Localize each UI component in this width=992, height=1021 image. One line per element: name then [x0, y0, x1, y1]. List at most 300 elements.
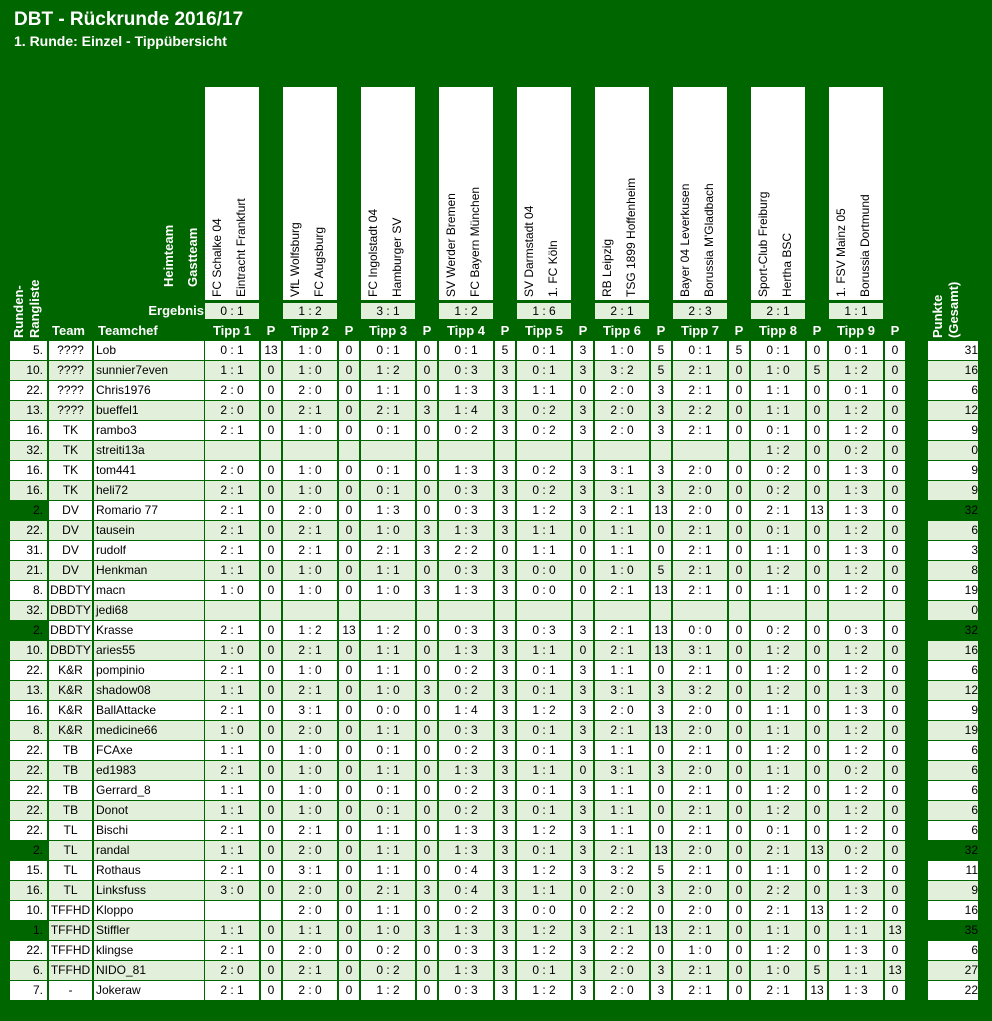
tip-cell: 2 : 0 — [595, 981, 649, 1000]
home-team-name: VfL Wolfsburg — [288, 222, 302, 297]
tip-cell — [205, 441, 259, 460]
tip-cell: 1 : 1 — [517, 881, 571, 900]
tip-cell: 2 : 0 — [595, 961, 649, 980]
rank-cell: 5. — [10, 341, 47, 360]
table-row — [10, 801, 988, 821]
tip-cell — [517, 601, 571, 620]
tip-cell: 0 : 3 — [829, 621, 883, 640]
tip-cell: 2 : 0 — [673, 721, 727, 740]
tip-cell: 0 : 1 — [751, 821, 805, 840]
match-result-1: 0 : 1 — [205, 303, 259, 319]
tip-cell: 2 : 1 — [673, 381, 727, 400]
tip-cell: 0 : 1 — [205, 341, 259, 360]
tip-points-cell: 0 — [729, 521, 749, 540]
tip-points-cell: 0 — [417, 481, 437, 500]
tip-points-cell: 13 — [807, 981, 827, 1000]
tip-cell: 2 : 1 — [205, 541, 259, 560]
tip-points-cell: 0 — [417, 941, 437, 960]
table-row — [10, 921, 988, 941]
tip-points-cell: 0 — [729, 841, 749, 860]
tip-points-cell: 0 — [729, 741, 749, 760]
tip-points-cell: 5 — [807, 361, 827, 380]
rank-cell: 15. — [10, 861, 47, 880]
page-title: DBT - Rückrunde 2016/17 — [14, 9, 244, 30]
teamchef-cell: tom441 — [94, 461, 204, 480]
tip-cell: 1 : 0 — [283, 781, 337, 800]
tip-points-cell: 0 — [261, 481, 281, 500]
table-row — [10, 941, 988, 961]
teamchef-cell: NIDO_81 — [94, 961, 204, 980]
tip-cell: 2 : 0 — [595, 421, 649, 440]
tip-points-cell: 3 — [573, 841, 593, 860]
tip-cell: 2 : 1 — [751, 901, 805, 920]
tip-points-cell: 0 — [339, 501, 359, 520]
tip-points-cell: 5 — [651, 561, 671, 580]
tip-points-cell: 3 — [651, 761, 671, 780]
tip-points-cell: 3 — [495, 721, 515, 740]
team-cell: TB — [49, 801, 92, 820]
tip-points-cell: 0 — [885, 841, 905, 860]
tip-points-cell: 0 — [729, 561, 749, 580]
tip-points-cell: 0 — [339, 421, 359, 440]
tip-points-cell: 3 — [495, 641, 515, 660]
tip-cell: 1 : 2 — [829, 661, 883, 680]
tip-cell: 2 : 1 — [361, 881, 415, 900]
tip-points-cell: 0 — [807, 541, 827, 560]
home-team-name: Sport-Club Freiburg — [756, 191, 770, 297]
tip-points-cell: 0 — [807, 461, 827, 480]
tip-cell: 1 : 1 — [595, 821, 649, 840]
tip-points-cell: 3 — [573, 501, 593, 520]
teamchef-cell: shadow08 — [94, 681, 204, 700]
tip-points-cell: 3 — [495, 781, 515, 800]
tip-points-cell: 3 — [417, 681, 437, 700]
tip-cell: 0 : 1 — [517, 721, 571, 740]
match-teams — [829, 87, 883, 300]
tip-points-cell: 3 — [495, 461, 515, 480]
tip-points-cell: 13 — [807, 841, 827, 860]
tip-cell: 2 : 1 — [673, 661, 727, 680]
teamchef-cell: aries55 — [94, 641, 204, 660]
tip-cell: 0 : 2 — [439, 801, 493, 820]
tip-cell: 1 : 2 — [829, 861, 883, 880]
tip-points-cell: 0 — [885, 421, 905, 440]
rank-cell: 16. — [10, 481, 47, 500]
tipp-column-header: Tipp 4 — [446, 323, 486, 338]
tip-points-cell: 3 — [651, 401, 671, 420]
tip-cell: 1 : 2 — [283, 621, 337, 640]
tip-cell: 2 : 0 — [673, 461, 727, 480]
match-header-9 — [829, 87, 883, 300]
tip-points-cell: 0 — [885, 901, 905, 920]
total-points-cell: 31 — [928, 341, 978, 360]
total-points-cell: 19 — [928, 581, 978, 600]
tip-cell: 1 : 1 — [205, 801, 259, 820]
tip-points-cell: 0 — [729, 761, 749, 780]
away-team-name: 1. FC Köln — [546, 240, 560, 297]
tip-cell: 0 : 3 — [439, 941, 493, 960]
tip-points-cell — [573, 601, 593, 620]
tip-points-cell — [729, 441, 749, 460]
tip-points-cell: 3 — [495, 981, 515, 1000]
tip-points-cell: 3 — [573, 401, 593, 420]
tip-points-cell: 0 — [651, 661, 671, 680]
tip-cell: 1 : 3 — [439, 381, 493, 400]
tip-points-cell: 0 — [261, 821, 281, 840]
rank-cell: 21. — [10, 561, 47, 580]
page-header — [14, 8, 914, 58]
tip-points-cell: 0 — [495, 541, 515, 560]
tip-cell: 1 : 1 — [361, 761, 415, 780]
tip-cell: 1 : 2 — [361, 621, 415, 640]
tip-points-cell: 0 — [261, 581, 281, 600]
tip-cell: 1 : 0 — [283, 661, 337, 680]
tip-cell: 0 : 3 — [439, 501, 493, 520]
home-team-name: FC Ingolstadt 04 — [366, 208, 380, 297]
team-cell: K&R — [49, 701, 92, 720]
tip-cell: 1 : 3 — [439, 961, 493, 980]
tip-cell: 0 : 2 — [439, 681, 493, 700]
tip-points-cell: 13 — [885, 961, 905, 980]
tip-cell: 1 : 2 — [829, 781, 883, 800]
home-team-name: SV Darmstadt 04 — [522, 205, 536, 297]
team-cell: TFFHD — [49, 941, 92, 960]
total-points-cell: 6 — [928, 761, 978, 780]
home-team-name: SV Werder Bremen — [444, 193, 458, 297]
tip-points-cell: 0 — [729, 801, 749, 820]
tip-points-cell — [495, 441, 515, 460]
tip-points-cell: 0 — [729, 881, 749, 900]
match-teams — [439, 87, 493, 300]
tip-points-cell: 0 — [417, 981, 437, 1000]
tip-cell: 2 : 1 — [361, 541, 415, 560]
tip-cell: 2 : 1 — [205, 421, 259, 440]
away-team-name: Hertha BSC — [780, 232, 794, 297]
table-row — [10, 561, 988, 581]
points-column-header: P — [734, 323, 744, 338]
tip-cell: 2 : 1 — [205, 701, 259, 720]
tip-cell: 0 : 1 — [439, 341, 493, 360]
tip-cell: 1 : 2 — [517, 501, 571, 520]
tip-cell — [205, 601, 259, 620]
tip-points-cell: 0 — [261, 461, 281, 480]
tip-cell: 1 : 3 — [829, 501, 883, 520]
team-cell: DV — [49, 521, 92, 540]
tip-cell: 1 : 1 — [361, 901, 415, 920]
tip-cell — [595, 441, 649, 460]
tip-cell: 0 : 3 — [439, 721, 493, 740]
tip-cell — [673, 601, 727, 620]
teamchef-cell: Krasse — [94, 621, 204, 640]
rank-cell: 16. — [10, 881, 47, 900]
tip-cell: 0 : 1 — [517, 681, 571, 700]
tip-points-cell: 0 — [729, 641, 749, 660]
tip-cell: 0 : 2 — [361, 961, 415, 980]
match-header-5 — [517, 87, 571, 300]
total-points-cell: 8 — [928, 561, 978, 580]
table-row — [10, 761, 988, 781]
tip-cell: 0 : 2 — [439, 421, 493, 440]
tip-points-cell: 3 — [651, 461, 671, 480]
tip-points-cell: 0 — [807, 821, 827, 840]
match-header-1 — [205, 87, 259, 300]
tip-points-cell: 3 — [495, 881, 515, 900]
tip-cell — [751, 601, 805, 620]
tip-points-cell: 3 — [495, 421, 515, 440]
tip-points-cell: 0 — [807, 781, 827, 800]
tip-cell: 1 : 3 — [829, 981, 883, 1000]
tip-points-cell: 0 — [885, 741, 905, 760]
tip-cell: 2 : 1 — [673, 981, 727, 1000]
tip-points-cell: 0 — [885, 721, 905, 740]
tip-cell: 1 : 1 — [361, 381, 415, 400]
tip-points-cell: 0 — [807, 621, 827, 640]
tip-cell: 3 : 2 — [673, 681, 727, 700]
tip-points-cell: 0 — [339, 741, 359, 760]
team-cell: ???? — [49, 341, 92, 360]
tip-cell: 1 : 2 — [517, 981, 571, 1000]
tip-points-cell: 3 — [651, 681, 671, 700]
tip-cell: 1 : 0 — [751, 361, 805, 380]
tip-points-cell: 0 — [885, 361, 905, 380]
match-header-4 — [439, 87, 493, 300]
tip-cell: 1 : 2 — [751, 941, 805, 960]
tip-cell: 1 : 2 — [361, 361, 415, 380]
total-points-cell: 12 — [928, 681, 978, 700]
tip-cell: 0 : 1 — [751, 341, 805, 360]
tip-cell: 2 : 1 — [205, 761, 259, 780]
tip-cell: 2 : 1 — [205, 481, 259, 500]
tip-cell: 2 : 0 — [283, 841, 337, 860]
team-cell: ???? — [49, 361, 92, 380]
table-row — [10, 901, 988, 921]
tip-points-cell: 0 — [261, 961, 281, 980]
teamchef-cell: macn — [94, 581, 204, 600]
table-row — [10, 521, 988, 541]
tip-cell: 1 : 1 — [205, 741, 259, 760]
tip-cell: 1 : 2 — [829, 361, 883, 380]
tip-cell: 1 : 3 — [439, 921, 493, 940]
tip-cell: 3 : 1 — [673, 641, 727, 660]
total-points-cell: 9 — [928, 881, 978, 900]
tip-points-cell: 0 — [261, 941, 281, 960]
teamchef-cell: Bischi — [94, 821, 204, 840]
tip-cell: 2 : 1 — [283, 541, 337, 560]
match-result-2: 1 : 2 — [283, 303, 337, 319]
tip-points-cell: 0 — [651, 941, 671, 960]
tip-cell: 0 : 4 — [439, 861, 493, 880]
tip-cell: 3 : 1 — [283, 861, 337, 880]
tip-cell: 1 : 0 — [673, 941, 727, 960]
tip-points-cell: 0 — [261, 621, 281, 640]
tip-points-cell: 0 — [573, 881, 593, 900]
tip-cell: 2 : 0 — [673, 481, 727, 500]
teamchef-cell: BallAttacke — [94, 701, 204, 720]
points-column-header: P — [500, 323, 510, 338]
tip-cell: 0 : 0 — [517, 561, 571, 580]
tip-points-cell: 0 — [339, 541, 359, 560]
tip-cell: 1 : 1 — [751, 381, 805, 400]
teamchef-cell: Lob — [94, 341, 204, 360]
tip-cell: 2 : 0 — [673, 761, 727, 780]
tip-points-cell: 5 — [651, 861, 671, 880]
tip-cell: 2 : 1 — [595, 921, 649, 940]
rank-cell: 6. — [10, 961, 47, 980]
tip-points-cell: 3 — [495, 381, 515, 400]
rank-cell: 22. — [10, 781, 47, 800]
team-cell: TL — [49, 821, 92, 840]
tip-points-cell — [729, 601, 749, 620]
points-column-header: P — [344, 323, 354, 338]
tip-cell — [361, 601, 415, 620]
tip-cell — [205, 901, 259, 920]
tip-points-cell: 0 — [807, 741, 827, 760]
rank-cell: 2. — [10, 841, 47, 860]
tip-cell: 1 : 2 — [751, 641, 805, 660]
tip-cell: 0 : 1 — [361, 461, 415, 480]
tip-cell: 2 : 1 — [595, 621, 649, 640]
total-points-cell: 6 — [928, 661, 978, 680]
tip-cell: 2 : 1 — [205, 501, 259, 520]
tip-cell: 1 : 1 — [595, 521, 649, 540]
tip-points-cell: 0 — [417, 661, 437, 680]
tip-cell: 1 : 3 — [439, 521, 493, 540]
tip-cell: 1 : 2 — [751, 441, 805, 460]
tip-points-cell: 0 — [807, 521, 827, 540]
tip-points-cell: 0 — [339, 801, 359, 820]
tip-points-cell: 0 — [339, 921, 359, 940]
total-points-cell: 9 — [928, 481, 978, 500]
tip-cell — [673, 441, 727, 460]
tipp-column-header: Tipp 2 — [290, 323, 330, 338]
tip-cell: 2 : 0 — [205, 961, 259, 980]
tip-points-cell: 3 — [651, 381, 671, 400]
tipp-column-header: Tipp 6 — [602, 323, 642, 338]
tip-points-cell: 13 — [651, 621, 671, 640]
teamchef-cell: ed1983 — [94, 761, 204, 780]
tip-cell: 0 : 0 — [517, 901, 571, 920]
tip-points-cell: 0 — [417, 861, 437, 880]
tip-points-cell — [573, 441, 593, 460]
tip-points-cell: 0 — [651, 541, 671, 560]
tip-cell: 1 : 1 — [205, 841, 259, 860]
tip-cell: 2 : 0 — [673, 501, 727, 520]
teamchef-cell: Romario 77 — [94, 501, 204, 520]
rank-cell: 8. — [10, 721, 47, 740]
tip-points-cell: 0 — [885, 661, 905, 680]
tip-cell: 0 : 2 — [361, 941, 415, 960]
teamchef-cell: Donot — [94, 801, 204, 820]
table-row — [10, 461, 988, 481]
rank-cell: 32. — [10, 441, 47, 460]
total-points-cell: 19 — [928, 721, 978, 740]
tip-points-cell: 0 — [729, 361, 749, 380]
home-team-name: RB Leipzig — [600, 238, 614, 297]
total-points-cell: 9 — [928, 701, 978, 720]
tip-points-cell: 13 — [807, 901, 827, 920]
tip-cell — [283, 441, 337, 460]
team-cell: - — [49, 981, 92, 1000]
tip-points-cell: 13 — [651, 501, 671, 520]
tip-points-cell: 3 — [495, 921, 515, 940]
tip-points-cell: 0 — [729, 501, 749, 520]
match-header-8 — [751, 87, 805, 300]
tip-cell: 1 : 2 — [829, 641, 883, 660]
total-points-cell: 6 — [928, 821, 978, 840]
tip-points-cell: 0 — [729, 461, 749, 480]
tip-points-cell: 0 — [417, 721, 437, 740]
tip-cell: 2 : 1 — [205, 821, 259, 840]
tip-points-cell: 3 — [495, 501, 515, 520]
tip-cell: 2 : 1 — [673, 861, 727, 880]
tip-cell: 1 : 1 — [205, 681, 259, 700]
away-team-name: Hamburger SV — [390, 217, 404, 297]
teamchef-cell: heli72 — [94, 481, 204, 500]
tip-cell: 1 : 2 — [751, 781, 805, 800]
tip-points-cell: 0 — [417, 501, 437, 520]
table-row — [10, 841, 988, 861]
tip-cell: 1 : 2 — [829, 721, 883, 740]
punkte-column-header: Punkte (Gesamt) — [930, 281, 961, 338]
rank-cell: 10. — [10, 641, 47, 660]
tip-points-cell: 0 — [417, 761, 437, 780]
total-points-cell: 0 — [928, 601, 978, 620]
teamchef-cell: Linksfuss — [94, 881, 204, 900]
tip-cell: 0 : 2 — [829, 441, 883, 460]
tip-cell: 2 : 0 — [205, 381, 259, 400]
tip-cell: 1 : 0 — [283, 741, 337, 760]
tip-cell: 1 : 1 — [595, 541, 649, 560]
tip-points-cell: 0 — [261, 881, 281, 900]
tip-cell: 1 : 1 — [517, 641, 571, 660]
tip-points-cell — [495, 601, 515, 620]
tip-points-cell: 3 — [495, 801, 515, 820]
team-cell: DBDTY — [49, 601, 92, 620]
tip-cell: 1 : 0 — [283, 481, 337, 500]
tip-cell: 0 : 2 — [439, 781, 493, 800]
tip-cell: 1 : 0 — [283, 761, 337, 780]
tip-points-cell: 3 — [495, 821, 515, 840]
tip-points-cell: 0 — [417, 621, 437, 640]
team-cell: TK — [49, 481, 92, 500]
total-points-cell: 6 — [928, 941, 978, 960]
tip-points-cell: 0 — [339, 981, 359, 1000]
tip-points-cell: 0 — [261, 541, 281, 560]
tip-cell: 1 : 3 — [829, 881, 883, 900]
team-cell: TB — [49, 741, 92, 760]
tip-points-cell: 3 — [573, 721, 593, 740]
tip-points-cell: 5 — [807, 961, 827, 980]
tip-points-cell: 0 — [729, 481, 749, 500]
table-row — [10, 741, 988, 761]
match-header-7 — [673, 87, 727, 300]
tip-cell: 1 : 2 — [829, 521, 883, 540]
tip-points-cell: 0 — [807, 341, 827, 360]
tip-cell: 1 : 0 — [283, 581, 337, 600]
tip-cell: 2 : 1 — [673, 581, 727, 600]
tip-cell: 1 : 1 — [517, 761, 571, 780]
teamchef-cell: jedi68 — [94, 601, 204, 620]
page-subtitle: 1. Runde: Einzel - Tippübersicht — [14, 33, 227, 49]
tip-points-cell: 0 — [573, 641, 593, 660]
tipp-column-header: Tipp 8 — [758, 323, 798, 338]
tip-points-cell: 0 — [261, 521, 281, 540]
total-points-cell: 6 — [928, 801, 978, 820]
tip-cell: 0 : 2 — [751, 621, 805, 640]
tip-cell: 0 : 1 — [517, 841, 571, 860]
tip-points-cell: 0 — [339, 641, 359, 660]
tip-cell: 3 : 0 — [205, 881, 259, 900]
